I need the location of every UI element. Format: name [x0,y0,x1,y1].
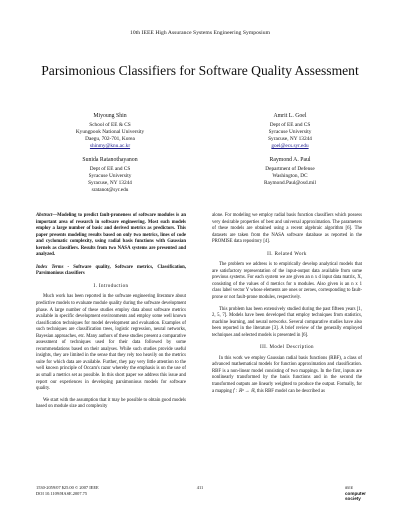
author-affil-2: Kyungpook National University [75,128,145,135]
footer-doi: DOI 10.1109/HASE.2007.75 [36,490,88,496]
index-terms-text: - Software quality, Software metrics, Classification, Parsimonious classifiers [36,264,186,277]
model-text-2: this RBF model can be described as [256,388,325,394]
logo-main-text: computer society [345,491,366,501]
author-email: sratanot@syr.edu [91,186,129,193]
author-name: Sunida Ratanothayanon [82,157,138,163]
index-terms-label: Index Terms [36,264,64,270]
author-affil-3: Syracuse, NY 13244 [88,179,132,186]
author-affil-3: Daegu, 702-701, Korea [85,135,135,142]
index-terms [36,265,186,278]
right-paragraph-continued: alone. For modeling we employ radial basis function classifiers which possess very desirable properties of best and universal approximation. The parameters of these models are obtained using a recent algebraic algorithm [6]. The datasets are taken from the NASA software database as reported in the PROMISE data repository [4]. [212,213,362,245]
page-number: 411 [196,485,204,490]
paper-title: Parsimonious Classifiers for Software Quality Assessment [41,63,359,78]
author-affil-1: Dept of EE and CS [269,121,311,128]
author-name: Miyoung Shin [93,113,127,119]
author-block-3 [30,157,190,194]
intro-paragraph-1: Much work has been reported in the software engineering literature about predictive models to evaluate module quality during the software development phase. A large number of these studies employ data about software metrics available in specific development environments and employ some well known classification techniques for model development and evaluation. Examples of such techniques are classification trees, logistic regression, neural networks, Bayesian approaches, etc. Many authors of these studies present a comparative assessment of techniques used for their data followed by some recommendations based on their analyses. While such studies provide useful insights, they are limited in the sense that they rely too heavily on the metrics suite for which data are available. Further, they pay very little attention to the well known principle of Occam's razor whereby the emphasis is on the use of as small a metrics set as possible. In this short paper we address this issue and report our experiences in developing parsimonious models for software quality. [36,294,186,392]
author-affil-3: Raymond.Paul@osd.mil [264,179,316,186]
author-affil-3: Syracuse, NY 13244 [268,135,312,142]
author-affil-2: Washington, DC [272,172,308,179]
author-affil-1: Department of Defense [265,165,315,172]
logo-top-text: IEEE [345,486,354,490]
model-text: In this work we employ Gaussian radial basis functions (RBF), a class of advanced mathematical models for function approximation and classification. RBF is a non-linear model consisting of two mappings. In the first, inputs are nonlinearly transformed by the basis functions and in the second the transformed outputs are linearly weighted to produce the output. Formally, for a mapping [212,355,362,394]
abstract-text: —Modeling to predict fault-proneness of software modules is an important area of research in software engineering. Most such models employ a large number of basic and derived metrics as predictors. This paper presents modeling results based on only two metrics, lines of code and cyclomatic complexity, using radial basis functions with Gaussian kernels as classifiers. Results from two NASA systems are presented and analyzed. [36,213,186,258]
author-affil-2: Syracuse University [88,172,132,179]
author-affil-1: School of EE & CS [89,121,131,128]
footer-info [36,485,99,496]
author-affil-1: Dept of EE and CS [89,165,131,172]
author-email-link[interactable]: shinmy@knu.ac.kr [89,142,131,149]
section-heading-related-work: II. Related Work [267,251,307,257]
model-formula: f : ℝᵈ → ℝ, [233,388,256,394]
abstract [36,213,186,259]
section-heading-model-description: III. Model Description [260,345,314,351]
footer-issn: 1530-2059/07 $25.00 © 2007 IEEE [36,485,99,490]
author-name: Raymond A. Paul [269,157,311,163]
left-column [36,213,186,411]
author-email-link[interactable]: goel@ecs.syr.edu [271,142,309,149]
author-name: Amrit L. Goel [273,113,307,119]
abstract-label: Abstract [36,213,53,218]
computer-society-logo [345,486,379,502]
author-block-1 [30,113,190,150]
right-column [212,213,362,395]
author-block-4 [210,157,370,187]
related-paragraph-2: This problem has been extensively studied during the past fifteen years [1, 2, 5, 7]. Models have been developed that employ techniques from statistics, machine learning, and neural networks. Several comparative studies have also been reported in the literature [3]. A brief review of the generally employed techniques and selected models is presented in [6]. [212,306,362,338]
section-heading-introduction: I. Introduction [93,283,129,289]
author-affil-2: Syracuse University [268,128,312,135]
intro-paragraph-2: We start with the assumption that it may be possible to obtain good models based on module size and complexity [36,397,186,410]
model-paragraph-1 [212,356,362,395]
related-paragraph-1: The problem we address is to empirically develop analytical models that are satisfactory representation of the input-output data available from some previous systems. For each system we are given an n x d input data matrix, X, consisting of the values of d metrics for n modules. Also given is an n x 1 class label vector Y whose elements are ones or zeroes, corresponding to fault-prone or not fault-prone modules, respectively. [212,262,362,301]
conference-header: 10th IEEE High Assurance Systems Engineering Symposium [129,30,271,36]
author-block-2 [210,113,370,150]
